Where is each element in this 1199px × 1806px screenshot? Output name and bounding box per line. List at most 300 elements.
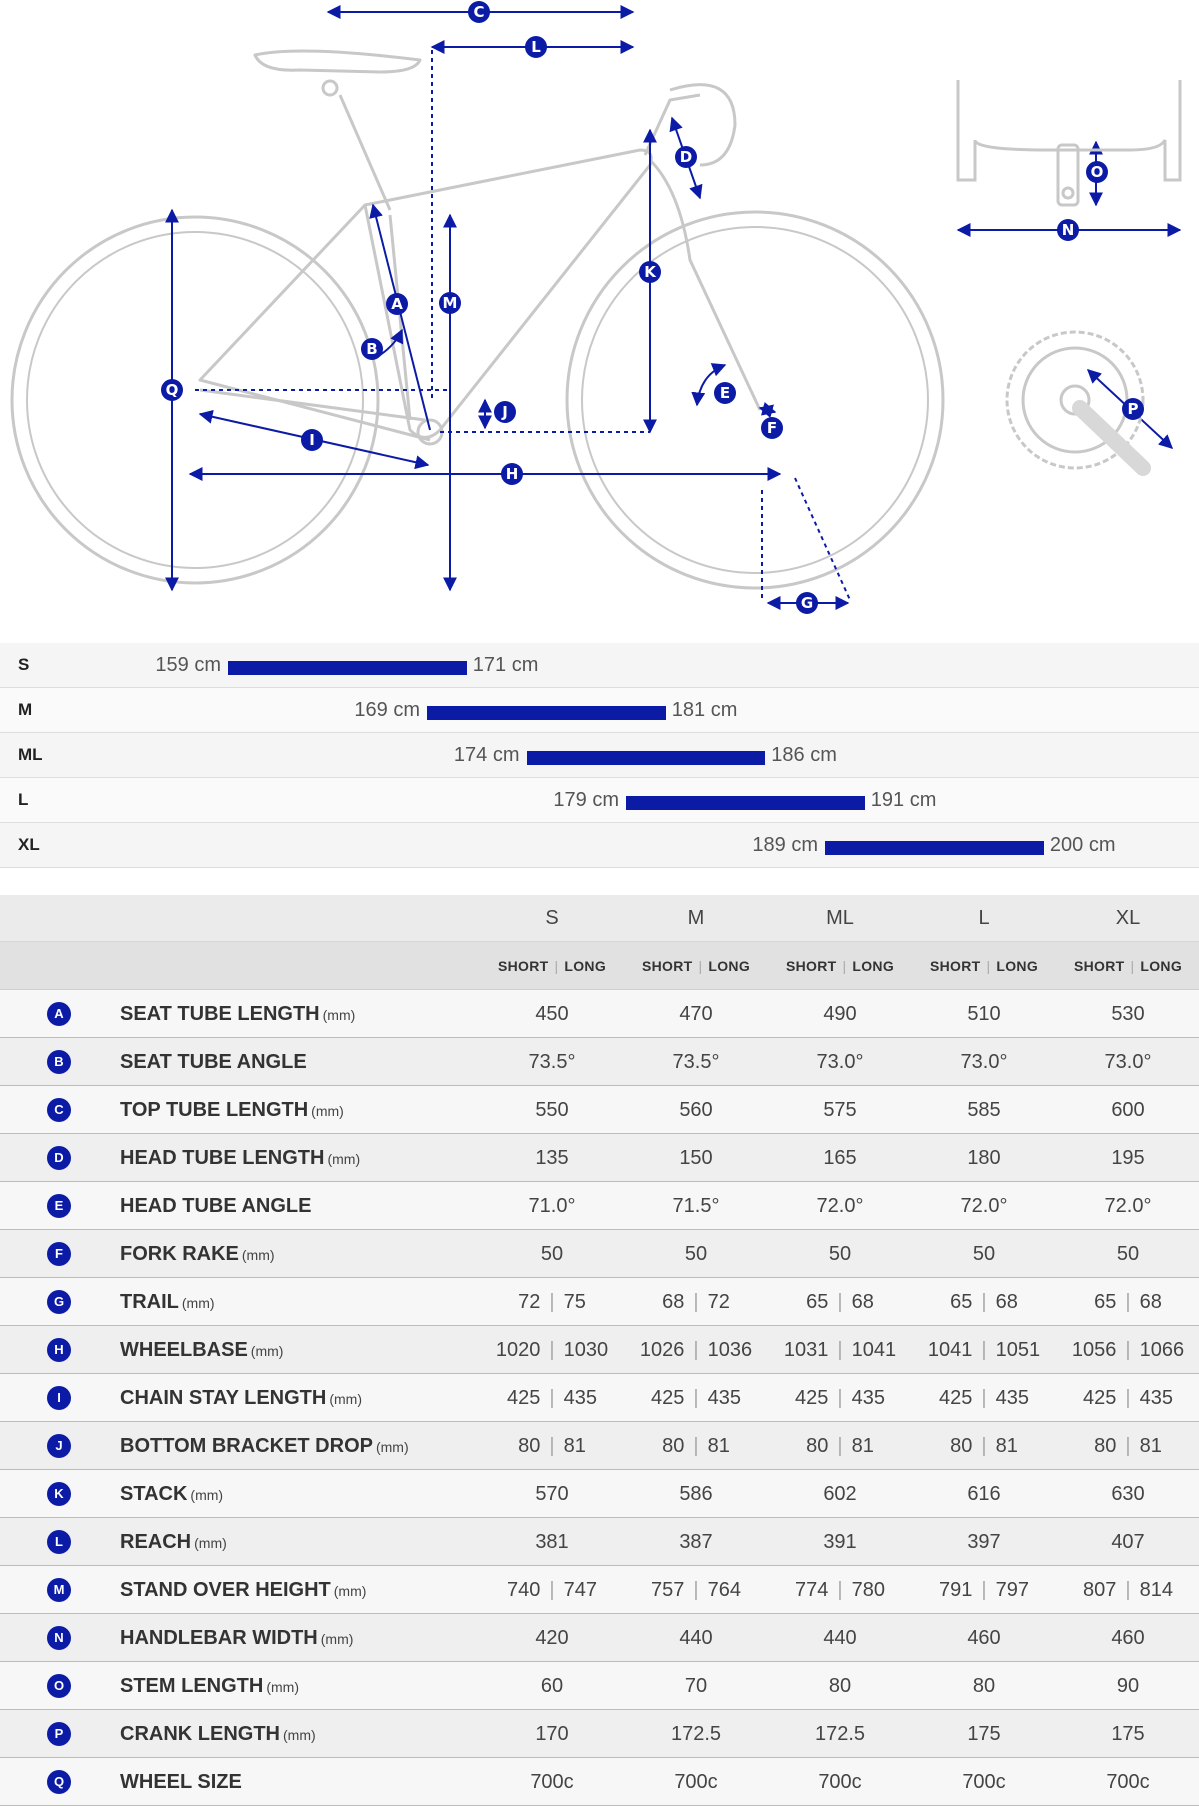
diagram-label-p xyxy=(1122,398,1144,420)
range-min: 169 cm xyxy=(354,699,420,721)
measurement-badge: A xyxy=(47,1002,71,1026)
svg-text:C: C xyxy=(473,3,485,21)
range-bar xyxy=(626,796,865,810)
long-value: 780 xyxy=(851,1579,885,1601)
measurement-badge: E xyxy=(47,1194,71,1218)
measurement-name xyxy=(120,1675,299,1698)
table-cell: 490 xyxy=(823,1003,857,1025)
range-min: 174 cm xyxy=(453,744,520,766)
separator: | xyxy=(981,1339,987,1361)
separator: | xyxy=(1125,1339,1131,1361)
measurement-label: WHEELBASE xyxy=(120,1339,248,1361)
table-cell: 700c xyxy=(674,1771,718,1793)
diagram-label-f xyxy=(761,417,783,439)
long-value: 1066 xyxy=(1139,1339,1185,1361)
separator: | xyxy=(1130,958,1135,974)
separator: | xyxy=(554,958,559,974)
measurement-name xyxy=(120,1723,316,1746)
separator: | xyxy=(1125,1291,1131,1313)
table-cell: 73.0° xyxy=(1104,1051,1152,1073)
range-row-ml xyxy=(0,733,1199,778)
measurement-unit: (mm) xyxy=(250,1343,284,1359)
table-row xyxy=(0,1662,1199,1710)
measurement-label: HANDLEBAR WIDTH xyxy=(120,1627,318,1649)
rider-height-range xyxy=(0,643,1199,868)
measurement-label: TRAIL xyxy=(120,1291,179,1313)
table-cell: 180 xyxy=(967,1147,1001,1169)
measurement-name xyxy=(120,1291,215,1314)
range-row-s xyxy=(0,643,1199,688)
long-label: LONG xyxy=(708,958,751,974)
measurement-name xyxy=(120,1243,275,1266)
range-max: 186 cm xyxy=(771,744,837,766)
table-cell: 70 xyxy=(684,1675,708,1697)
long-value: 1030 xyxy=(563,1339,609,1361)
measurement-name xyxy=(120,1099,344,1122)
range-min: 159 cm xyxy=(155,654,221,676)
table-cell xyxy=(480,1579,624,1602)
measurement-name xyxy=(120,1435,409,1458)
bike-geometry-svg xyxy=(0,0,1199,640)
diagram-label-o xyxy=(1086,161,1108,183)
long-value: 435 xyxy=(995,1387,1029,1409)
handlebar-detail xyxy=(958,80,1180,205)
measurement-unit: (mm) xyxy=(181,1295,215,1311)
svg-text:L: L xyxy=(531,38,541,56)
table-cell: 381 xyxy=(535,1531,569,1553)
long-label: LONG xyxy=(996,958,1039,974)
separator: | xyxy=(1125,1387,1131,1409)
table-cell: 700c xyxy=(962,1771,1006,1793)
table-cell xyxy=(480,1387,624,1410)
table-row xyxy=(0,1278,1199,1326)
table-row xyxy=(0,1566,1199,1614)
table-cell xyxy=(768,1579,912,1602)
table-cell: 172.5 xyxy=(814,1723,866,1745)
short-long-header xyxy=(480,958,624,974)
table-cell xyxy=(1056,1579,1199,1602)
measurement-label: TOP TUBE LENGTH xyxy=(120,1099,309,1121)
diagram-label-d xyxy=(675,146,697,168)
range-bar xyxy=(228,661,467,675)
long-value: 81 xyxy=(1139,1435,1162,1457)
table-header-sizes xyxy=(0,895,1199,942)
dimension-lines xyxy=(172,12,1180,603)
measurement-badge: J xyxy=(47,1434,71,1458)
table-cell xyxy=(624,1435,768,1458)
table-row xyxy=(0,1086,1199,1134)
table-cell: 420 xyxy=(535,1627,569,1649)
measurement-name xyxy=(120,1627,353,1650)
long-value: 68 xyxy=(995,1291,1018,1313)
separator: | xyxy=(837,1579,843,1601)
separator: | xyxy=(693,1339,699,1361)
diagram-label-q xyxy=(161,379,183,401)
measurement-badge: D xyxy=(47,1146,71,1170)
table-row xyxy=(0,990,1199,1038)
table-cell: 391 xyxy=(823,1531,857,1553)
table-cell: 510 xyxy=(967,1003,1001,1025)
range-size-label: ML xyxy=(18,745,43,764)
diagram-label-a xyxy=(386,293,408,315)
table-cell: 72.0° xyxy=(960,1195,1008,1217)
short-value: 1031 xyxy=(783,1339,829,1361)
short-label: SHORT xyxy=(497,958,549,974)
table-cell: 570 xyxy=(535,1483,569,1505)
short-value: 65 xyxy=(1094,1291,1117,1313)
range-row-l xyxy=(0,778,1199,823)
long-value: 68 xyxy=(1139,1291,1162,1313)
measurement-name xyxy=(120,1051,307,1074)
measurement-name xyxy=(120,1339,283,1362)
short-value: 80 xyxy=(518,1435,541,1457)
long-value: 68 xyxy=(851,1291,874,1313)
column-header-xl: XL xyxy=(1115,907,1141,929)
table-cell: 50 xyxy=(540,1243,564,1265)
short-long-header xyxy=(912,958,1056,974)
diagram-label-k xyxy=(639,261,661,283)
svg-text:J: J xyxy=(502,403,508,421)
table-cell xyxy=(624,1387,768,1410)
long-value: 435 xyxy=(707,1387,741,1409)
range-max: 200 cm xyxy=(1049,834,1116,856)
short-label: SHORT xyxy=(929,958,981,974)
range-bar xyxy=(825,841,1044,855)
separator: | xyxy=(837,1339,843,1361)
short-value: 791 xyxy=(939,1579,973,1601)
table-cell xyxy=(912,1435,1056,1458)
table-cell: 550 xyxy=(535,1099,569,1121)
bike-frame xyxy=(200,51,760,444)
table-cell: 175 xyxy=(1111,1723,1145,1745)
long-value: 81 xyxy=(563,1435,586,1457)
measurement-badge: M xyxy=(47,1578,71,1602)
range-size-label: M xyxy=(18,700,33,719)
separator: | xyxy=(549,1579,555,1601)
table-header-short-long xyxy=(0,942,1199,990)
measurement-label: SEAT TUBE LENGTH xyxy=(120,1003,320,1025)
svg-text:E: E xyxy=(719,384,731,402)
measurement-badge: H xyxy=(47,1338,71,1362)
column-header-l: L xyxy=(978,907,990,929)
svg-text:I: I xyxy=(309,431,315,449)
long-label: LONG xyxy=(1140,958,1183,974)
measurement-label: HEAD TUBE ANGLE xyxy=(120,1195,312,1217)
separator: | xyxy=(981,1435,987,1457)
table-cell: 460 xyxy=(967,1627,1001,1649)
separator: | xyxy=(837,1387,843,1409)
table-cell: 50 xyxy=(684,1243,708,1265)
range-min: 179 cm xyxy=(553,789,619,811)
table-cell xyxy=(768,1435,912,1458)
diagram-label-i xyxy=(301,429,323,451)
diagram-label-j xyxy=(494,401,516,423)
measurement-unit: (mm) xyxy=(327,1151,361,1167)
short-value: 1026 xyxy=(639,1339,685,1361)
short-value: 1041 xyxy=(927,1339,973,1361)
short-value: 1056 xyxy=(1071,1339,1117,1361)
separator: | xyxy=(549,1387,555,1409)
table-cell xyxy=(624,1291,768,1314)
separator: | xyxy=(837,1435,843,1457)
long-value: 1051 xyxy=(995,1339,1041,1361)
table-cell: 73.5° xyxy=(672,1051,720,1073)
measurement-unit: (mm) xyxy=(283,1727,316,1743)
table-row xyxy=(0,1470,1199,1518)
column-header-m: M xyxy=(687,907,705,929)
measurement-badge: F xyxy=(47,1242,71,1266)
separator: | xyxy=(693,1435,699,1457)
measurement-label: CRANK LENGTH xyxy=(120,1723,280,1745)
measurement-unit: (mm) xyxy=(266,1679,299,1695)
measurement-label: REACH xyxy=(120,1531,192,1553)
measurement-name xyxy=(120,1387,362,1410)
svg-text:G: G xyxy=(800,594,814,612)
geometry-diagram xyxy=(0,0,1199,640)
table-cell xyxy=(1056,1339,1199,1362)
column-header-ml: ML xyxy=(826,907,854,929)
table-cell xyxy=(1056,1291,1199,1314)
table-cell xyxy=(912,1339,1056,1362)
short-value: 80 xyxy=(806,1435,829,1457)
range-max: 181 cm xyxy=(671,699,738,721)
separator: | xyxy=(981,1387,987,1409)
table-cell xyxy=(912,1387,1056,1410)
table-cell: 387 xyxy=(679,1531,713,1553)
table-cell xyxy=(480,1291,624,1314)
table-cell: 73.0° xyxy=(960,1051,1008,1073)
measurement-unit: (mm) xyxy=(194,1535,227,1551)
range-size-label: XL xyxy=(18,835,40,854)
table-cell: 460 xyxy=(1111,1627,1145,1649)
long-value: 72 xyxy=(707,1291,730,1313)
range-bar xyxy=(427,706,666,720)
short-value: 1020 xyxy=(495,1339,541,1361)
short-value: 757 xyxy=(651,1579,685,1601)
table-cell: 397 xyxy=(967,1531,1001,1553)
measurement-name xyxy=(120,1579,366,1602)
separator: | xyxy=(1125,1435,1131,1457)
short-long-header xyxy=(768,958,912,974)
table-cell xyxy=(768,1339,912,1362)
table-cell: 71.0° xyxy=(528,1195,576,1217)
range-row-xl xyxy=(0,823,1199,868)
measurement-label: SEAT TUBE ANGLE xyxy=(120,1051,307,1073)
measurement-badge: G xyxy=(47,1290,71,1314)
range-size-label: S xyxy=(18,655,30,674)
table-cell xyxy=(912,1579,1056,1602)
long-label: LONG xyxy=(564,958,607,974)
long-value: 435 xyxy=(1139,1387,1173,1409)
svg-text:A: A xyxy=(391,295,403,313)
measurement-unit: (mm) xyxy=(241,1247,275,1263)
measurement-label: FORK RAKE xyxy=(120,1243,239,1265)
long-value: 1041 xyxy=(851,1339,897,1361)
table-cell: 602 xyxy=(823,1483,857,1505)
measurement-badge: K xyxy=(47,1482,71,1506)
measurement-name xyxy=(120,1771,242,1794)
table-cell: 50 xyxy=(828,1243,852,1265)
column-header-s: S xyxy=(545,907,559,929)
long-value: 764 xyxy=(707,1579,741,1601)
diagram-label-m xyxy=(439,292,461,314)
svg-text:N: N xyxy=(1061,221,1075,239)
crankset-detail xyxy=(1007,332,1143,468)
separator: | xyxy=(986,958,991,974)
table-cell xyxy=(624,1339,768,1362)
table-cell: 72.0° xyxy=(816,1195,864,1217)
long-value: 1036 xyxy=(707,1339,753,1361)
short-value: 65 xyxy=(806,1291,829,1313)
measurement-label: BOTTOM BRACKET DROP xyxy=(120,1435,373,1457)
measurement-unit: (mm) xyxy=(333,1583,367,1599)
table-cell: 60 xyxy=(540,1675,564,1697)
measurement-label: STACK xyxy=(120,1483,188,1505)
measurement-label: HEAD TUBE LENGTH xyxy=(120,1147,325,1169)
measurement-name xyxy=(120,1003,355,1026)
table-cell: 50 xyxy=(1116,1243,1140,1265)
diagram-labels xyxy=(161,1,1144,614)
table-cell: 585 xyxy=(967,1099,1001,1121)
table-cell: 440 xyxy=(679,1627,713,1649)
short-label: SHORT xyxy=(785,958,837,974)
table-cell: 195 xyxy=(1111,1147,1145,1169)
short-value: 80 xyxy=(950,1435,973,1457)
short-value: 80 xyxy=(1094,1435,1117,1457)
long-value: 81 xyxy=(995,1435,1018,1457)
range-bar xyxy=(527,751,766,765)
svg-text:M: M xyxy=(442,294,458,312)
short-value: 65 xyxy=(950,1291,973,1313)
table-cell: 530 xyxy=(1111,1003,1145,1025)
range-row-m xyxy=(0,688,1199,733)
measurement-badge: O xyxy=(47,1674,71,1698)
separator: | xyxy=(837,1291,843,1313)
measurement-label: STEM LENGTH xyxy=(120,1675,264,1697)
table-cell: 700c xyxy=(1106,1771,1150,1793)
table-row xyxy=(0,1518,1199,1566)
diagram-label-b xyxy=(361,338,383,360)
table-cell: 440 xyxy=(823,1627,857,1649)
measurement-name xyxy=(120,1147,360,1170)
svg-text:P: P xyxy=(1127,400,1139,418)
table-cell: 175 xyxy=(967,1723,1001,1745)
separator: | xyxy=(549,1339,555,1361)
measurement-name xyxy=(120,1483,223,1506)
measurement-unit: (mm) xyxy=(322,1007,356,1023)
table-cell: 407 xyxy=(1111,1531,1145,1553)
table-cell xyxy=(768,1291,912,1314)
table-cell: 73.0° xyxy=(816,1051,864,1073)
range-size-label: L xyxy=(18,790,29,809)
diagram-label-n xyxy=(1057,219,1079,241)
table-cell xyxy=(1056,1387,1199,1410)
separator: | xyxy=(693,1291,699,1313)
table-row xyxy=(0,1230,1199,1278)
short-long-header xyxy=(624,958,768,974)
measurement-name xyxy=(120,1531,227,1554)
table-row xyxy=(0,1134,1199,1182)
table-cell: 600 xyxy=(1111,1099,1145,1121)
measurement-label: CHAIN STAY LENGTH xyxy=(120,1387,327,1409)
table-cell xyxy=(768,1387,912,1410)
table-cell: 150 xyxy=(679,1147,713,1169)
range-max: 191 cm xyxy=(870,789,937,811)
measurement-name xyxy=(120,1195,311,1218)
range-min: 189 cm xyxy=(752,834,818,856)
measurement-unit: (mm) xyxy=(320,1631,354,1647)
svg-text:H: H xyxy=(505,465,519,483)
measurement-unit: (mm) xyxy=(190,1487,224,1503)
table-row xyxy=(0,1614,1199,1662)
measurement-badge: B xyxy=(47,1050,71,1074)
separator: | xyxy=(693,1579,699,1601)
svg-text:O: O xyxy=(1090,163,1104,181)
measurement-label: WHEEL SIZE xyxy=(120,1771,242,1793)
svg-text:F: F xyxy=(766,419,778,437)
long-value: 435 xyxy=(563,1387,597,1409)
table-cell: 90 xyxy=(1116,1675,1140,1697)
table-cell: 616 xyxy=(967,1483,1001,1505)
table-cell: 470 xyxy=(679,1003,713,1025)
long-value: 81 xyxy=(707,1435,730,1457)
separator: | xyxy=(549,1291,555,1313)
svg-text:Q: Q xyxy=(165,381,179,399)
short-long-header xyxy=(1056,958,1199,974)
short-value: 72 xyxy=(518,1291,541,1313)
table-cell: 50 xyxy=(972,1243,996,1265)
table-cell xyxy=(1056,1435,1199,1458)
diagram-label-e xyxy=(714,382,736,404)
measurement-badge: P xyxy=(47,1722,71,1746)
measurement-unit: (mm) xyxy=(375,1439,409,1455)
table-row xyxy=(0,1374,1199,1422)
short-value: 68 xyxy=(662,1291,685,1313)
short-value: 740 xyxy=(507,1579,541,1601)
short-value: 774 xyxy=(795,1579,829,1601)
short-value: 425 xyxy=(507,1387,541,1409)
table-row xyxy=(0,1710,1199,1758)
table-row xyxy=(0,1038,1199,1086)
table-row xyxy=(0,1326,1199,1374)
table-cell: 170 xyxy=(535,1723,569,1745)
short-label: SHORT xyxy=(1073,958,1125,974)
short-value: 425 xyxy=(1083,1387,1117,1409)
measurement-badge: C xyxy=(47,1098,71,1122)
short-value: 80 xyxy=(662,1435,685,1457)
svg-text:B: B xyxy=(366,340,378,358)
separator: | xyxy=(693,1387,699,1409)
table-row xyxy=(0,1758,1199,1806)
table-cell: 700c xyxy=(818,1771,862,1793)
geometry-table xyxy=(0,895,1199,1806)
table-cell: 165 xyxy=(823,1147,857,1169)
table-cell xyxy=(480,1339,624,1362)
table-cell: 71.5° xyxy=(672,1195,720,1217)
measurement-badge: N xyxy=(47,1626,71,1650)
table-cell: 80 xyxy=(972,1675,996,1697)
diagram-label-g xyxy=(796,592,818,614)
measurement-badge: L xyxy=(47,1530,71,1554)
diagram-label-c xyxy=(468,1,490,23)
table-cell xyxy=(624,1579,768,1602)
table-cell xyxy=(912,1291,1056,1314)
svg-text:D: D xyxy=(679,148,693,166)
measurement-unit: (mm) xyxy=(311,1103,344,1119)
table-cell: 560 xyxy=(679,1099,713,1121)
short-value: 425 xyxy=(939,1387,973,1409)
measurement-unit: (mm) xyxy=(329,1391,362,1407)
